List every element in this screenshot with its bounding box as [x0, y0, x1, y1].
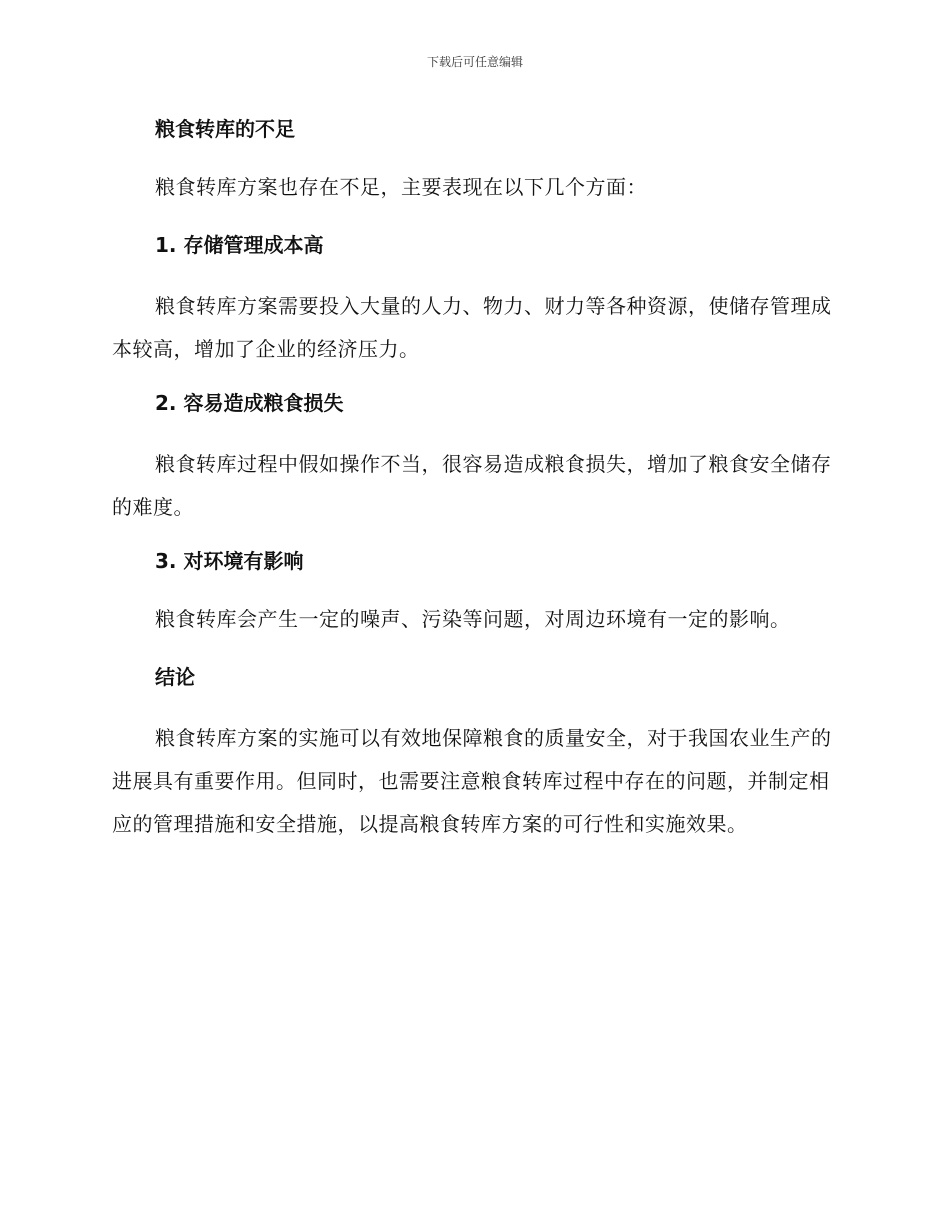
paragraph-loss: 粮食转库过程中假如操作不当，很容易造成粮食损失，增加了粮食安全储存的难度。	[112, 452, 832, 519]
heading-cost: 1. 存储管理成本高	[155, 233, 324, 257]
heading-loss: 2. 容易造成粮食损失	[155, 391, 344, 415]
intro-paragraph: 粮食转库方案也存在不足，主要表现在以下几个方面：	[155, 175, 647, 199]
section-title: 粮食转库的不足	[155, 117, 295, 141]
paragraph-cost: 粮食转库方案需要投入大量的人力、物力、财力等各种资源，使储存管理成本较高，增加了企业的经济压力。	[112, 294, 832, 361]
heading-conclusion: 结论	[155, 665, 195, 689]
heading-environment: 3. 对环境有影响	[155, 549, 304, 573]
paragraph-conclusion: 粮食转库方案的实施可以有效地保障粮食的质量安全，对于我国农业生产的进展具有重要作用。但同时，也需要注意粮食转库过程中存在的问题，并制定相应的管理措施和安全措施，以提高粮食转库方案的可行性和实施效果。	[112, 726, 832, 836]
document-body	[112, 111, 834, 860]
page-header: 下载后可任意编辑	[426, 55, 523, 69]
paragraph-environment: 粮食转库会产生一定的噪声、污染等问题，对周边环境有一定的影响。	[155, 607, 791, 631]
